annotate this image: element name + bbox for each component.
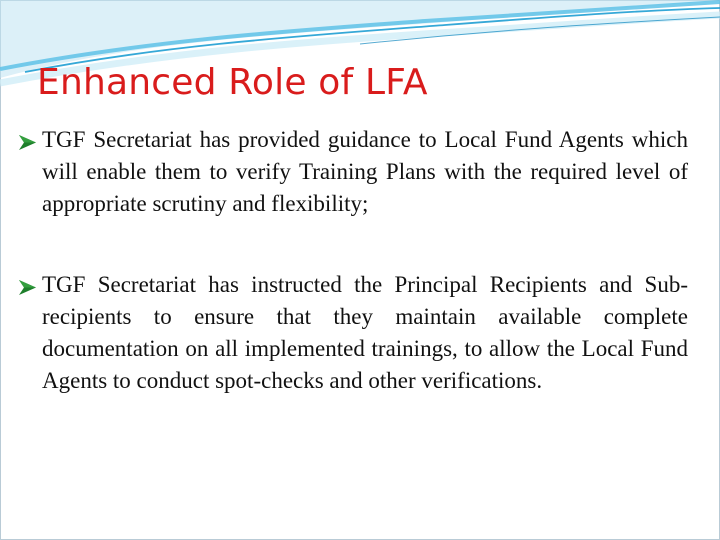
slide-title: Enhanced Role of LFA: [37, 62, 428, 103]
bullet-item-guidance: [18, 124, 688, 220]
bullet-list: [18, 124, 688, 397]
bullet-text: TGF Secretariat has instructed the Principal Recipients and Sub-recipients to ensure that they maintain available complete documentation on all implemented trainings, to allow the Local Fund Agents to conduct spot-checks and other verifications.: [42, 272, 688, 393]
bullet-text: TGF Secretariat has provided guidance to Local Fund Agents which will enable them to verify Training Plans with the required level of appropriate scrutiny and flexibility;: [42, 127, 688, 216]
arrow-bullet-icon: [18, 279, 37, 296]
arrow-bullet-icon: [18, 134, 37, 151]
bullet-item-documentation: [18, 269, 688, 397]
